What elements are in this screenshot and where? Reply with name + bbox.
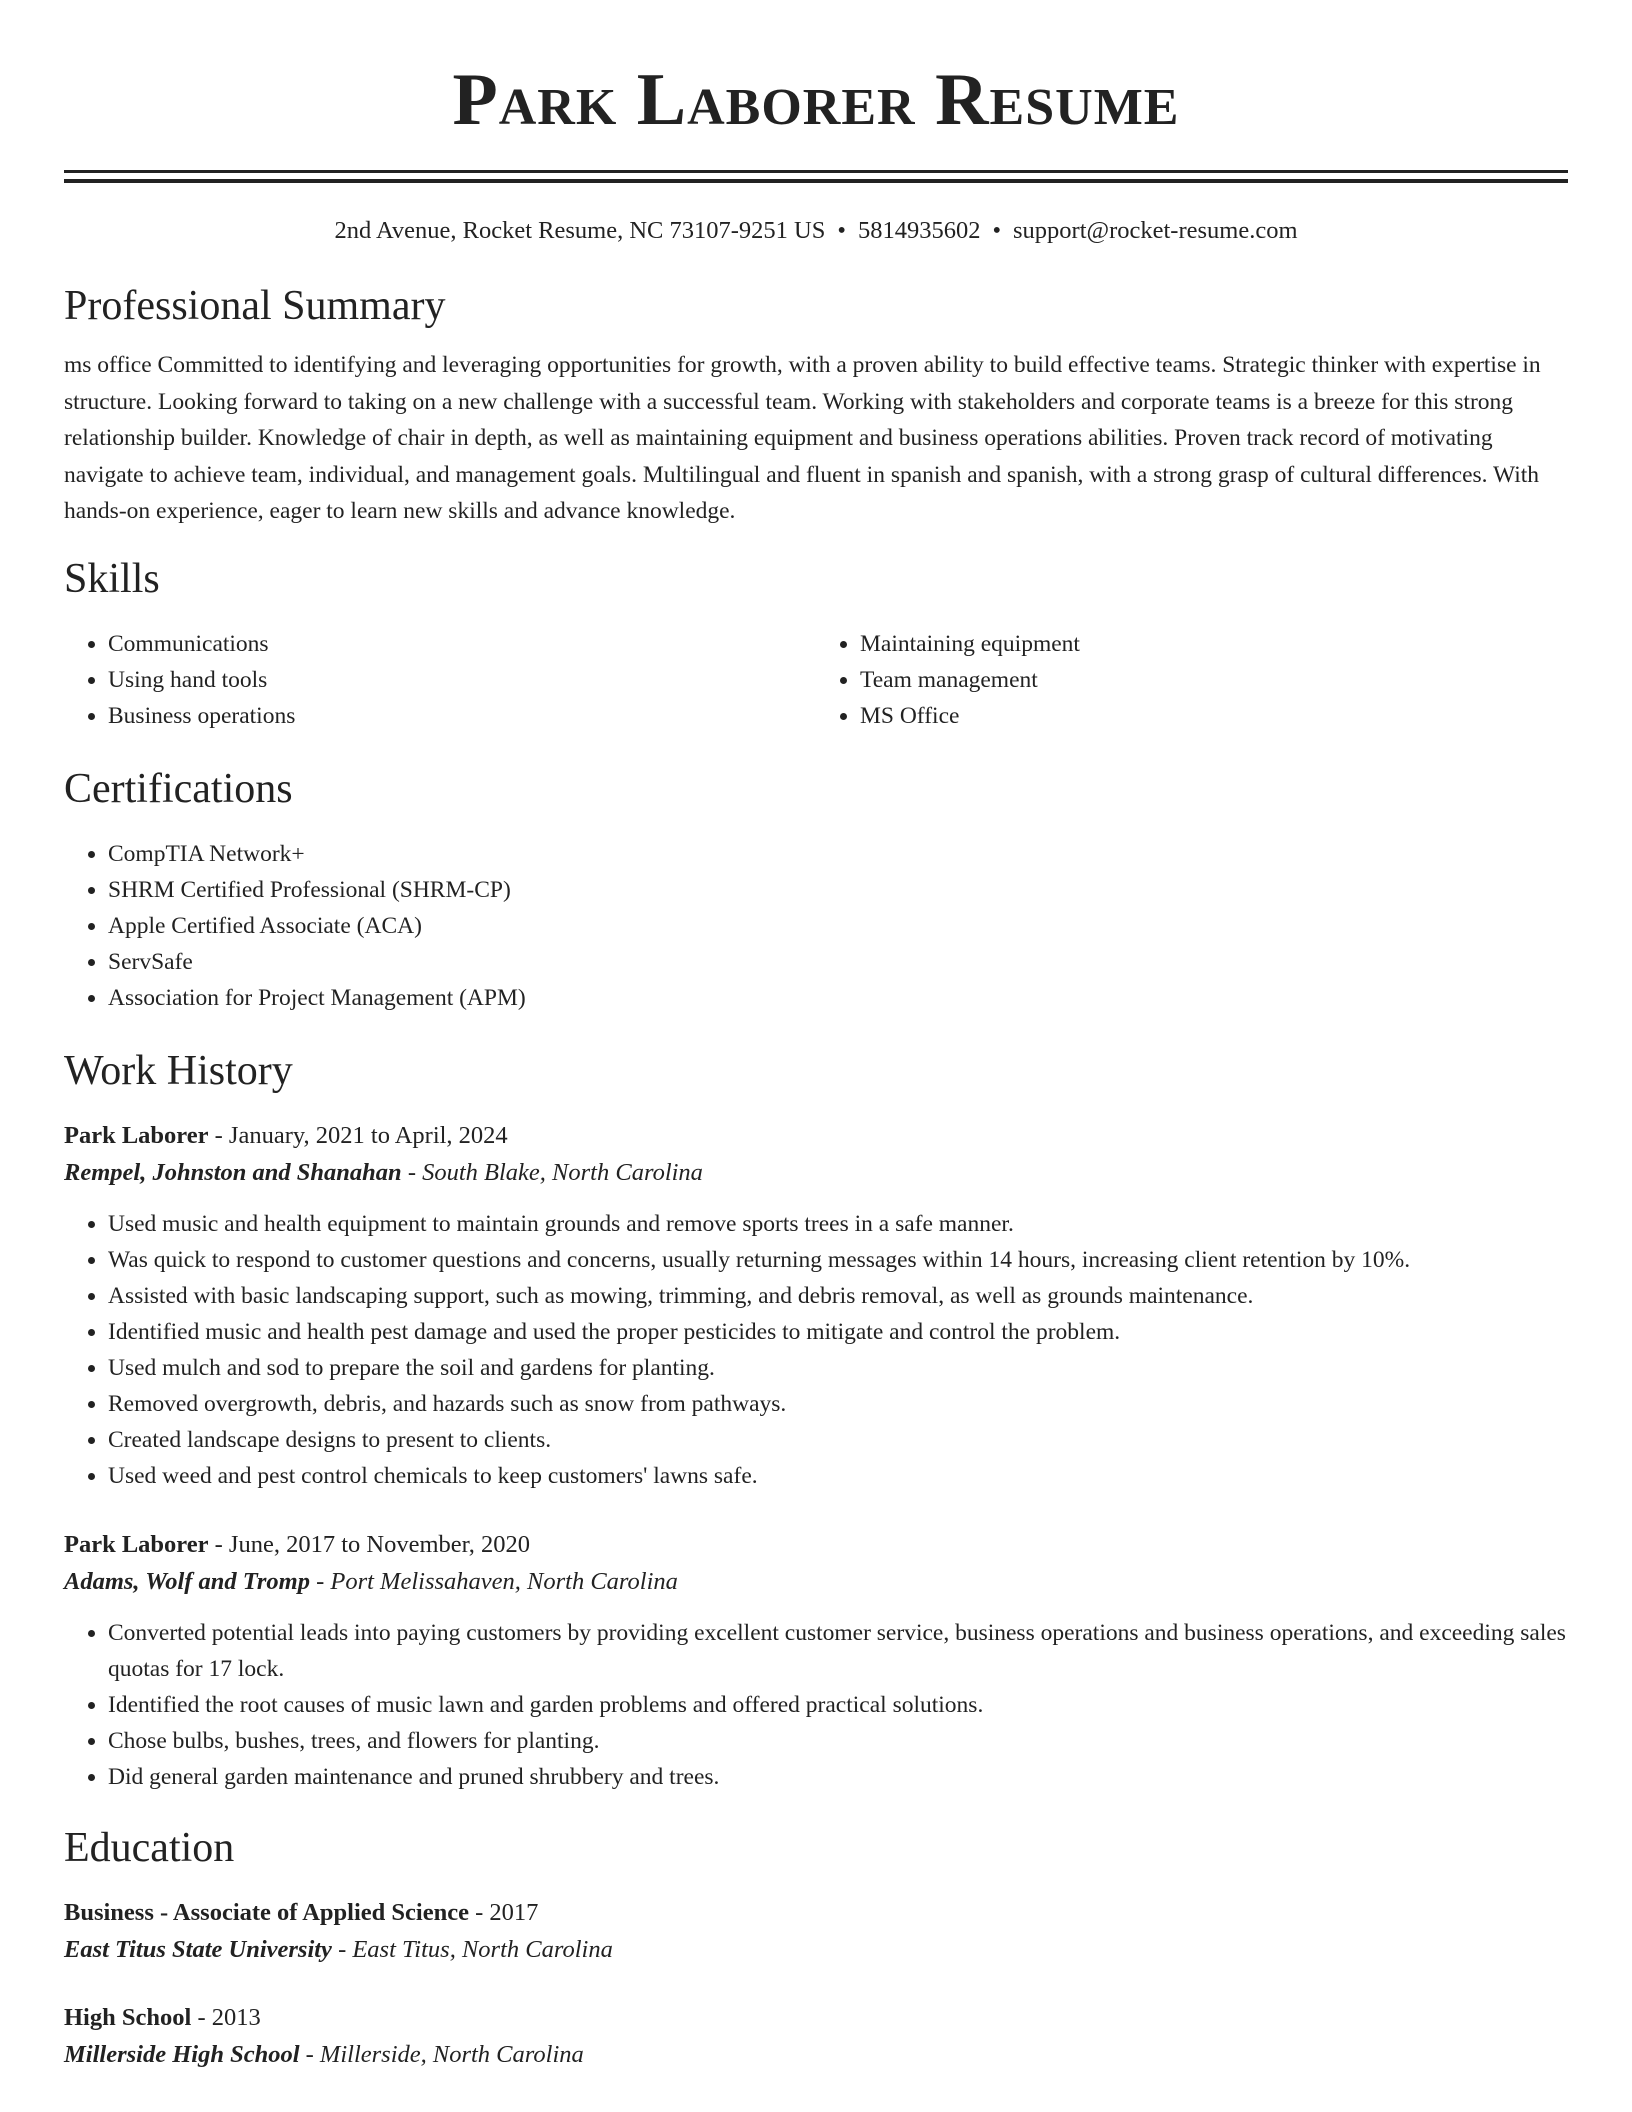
skill-item: • Maintaining equipment (860, 626, 1568, 662)
skills-heading: Skills (64, 555, 160, 602)
job-title: Park Laborer (64, 1121, 209, 1149)
skill-item: • Using hand tools (108, 662, 816, 698)
education-school-line (64, 2036, 1568, 2074)
job-location: - Port Melissahaven, North Carolina (316, 1567, 678, 1595)
certification-item: • SHRM Certified Professional (SHRM-CP) (108, 872, 1568, 908)
certification-item: • CompTIA Network+ (108, 836, 1568, 872)
job-duty-item: • Used mulch and sod to prepare the soil and gardens for planting. (108, 1350, 1568, 1386)
job-duty-item: • Removed overgrowth, debris, and hazards such as snow from pathways. (108, 1386, 1568, 1422)
education-school: Millerside High School (64, 2040, 300, 2068)
education-entry (64, 1895, 1568, 1969)
skill-item: • Business operations (108, 698, 816, 734)
skills-list-left (64, 626, 816, 734)
work-history-heading: Work History (64, 1047, 293, 1094)
education-year: - 2017 (475, 1898, 539, 1926)
contact-line (64, 215, 1568, 247)
education-header (64, 2000, 1568, 2036)
job-dates: - January, 2021 to April, 2024 (214, 1121, 508, 1149)
certification-item: • Association for Project Management (APM) (108, 980, 1568, 1016)
education-location: - East Titus, North Carolina (338, 1935, 613, 1963)
education-entry (64, 2000, 1568, 2074)
education-heading: Education (64, 1824, 235, 1871)
job-dates: - June, 2017 to November, 2020 (214, 1530, 531, 1558)
contact-separator: • (837, 217, 846, 244)
education-section (64, 1823, 1568, 2074)
job-duty-item: • Assisted with basic landscaping support, such as mowing, trimming, and debris removal, as well as grounds maintenance. (108, 1278, 1568, 1314)
resume-page (64, 0, 1568, 2074)
contact-email: support@rocket-resume.com (1013, 217, 1298, 244)
skills-list-right (816, 626, 1568, 734)
education-degree: High School (64, 2003, 192, 2031)
job-title: Park Laborer (64, 1530, 209, 1558)
job-duty-item: • Used music and health equipment to maintain grounds and remove sports trees in a safe manner. (108, 1206, 1568, 1242)
summary-heading: Professional Summary (64, 283, 446, 329)
certification-item: • ServSafe (108, 944, 1568, 980)
job-duty-item: • Created landscape designs to present to clients. (108, 1422, 1568, 1458)
job-company: Adams, Wolf and Tromp (64, 1567, 310, 1595)
job-duties-list (64, 1615, 1568, 1795)
skills-section (64, 554, 1568, 734)
job-location: - South Blake, North Carolina (407, 1158, 703, 1186)
certifications-heading: Certifications (64, 765, 293, 812)
job-header (64, 1118, 1568, 1154)
education-degree: Business - Associate of Applied Science (64, 1898, 469, 1926)
skill-item: • MS Office (860, 698, 1568, 734)
education-school-line (64, 1931, 1568, 1969)
job-duty-item: • Did general garden maintenance and pruned shrubbery and trees. (108, 1759, 1568, 1795)
job-company: Rempel, Johnston and Shanahan (64, 1158, 402, 1186)
contact-separator: • (992, 217, 1002, 244)
education-year: - 2013 (197, 2003, 261, 2031)
job-header (64, 1527, 1568, 1563)
certifications-section (64, 764, 1568, 1016)
job-duty-item: • Was quick to respond to customer questions and concerns, usually returning messages within 14 hours, increasing client retention by 10%. (108, 1242, 1568, 1278)
job-duty-item: • Identified the root causes of music lawn and garden problems and offered practical solutions. (108, 1687, 1568, 1723)
education-school: East Titus State University (64, 1935, 332, 1963)
education-header (64, 1895, 1568, 1931)
education-location: - Millerside, North Carolina (305, 2040, 584, 2068)
summary-section (64, 281, 1568, 530)
skill-item: • Communications (108, 626, 816, 662)
contact-address: 2nd Avenue, Rocket Resume, NC 73107-9251 US (334, 217, 826, 244)
skill-item: • Team management (860, 662, 1568, 698)
work-history-section (64, 1046, 1568, 1795)
job-entry (64, 1118, 1568, 1494)
job-duty-item: • Used weed and pest control chemicals to keep customers' lawns safe. (108, 1458, 1568, 1494)
job-duties-list (64, 1206, 1568, 1494)
job-entry (64, 1527, 1568, 1795)
job-employer-line (64, 1154, 1568, 1192)
skills-grid (64, 626, 1568, 734)
certification-item: • Apple Certified Associate (ACA) (108, 908, 1568, 944)
job-duty-item: • Identified music and health pest damage and used the proper pesticides to mitigate and control the problem. (108, 1314, 1568, 1350)
job-duty-item: • Chose bulbs, bushes, trees, and flowers for planting. (108, 1723, 1568, 1759)
job-employer-line (64, 1563, 1568, 1601)
resume-title: Park Laborer Resume (452, 59, 1180, 141)
contact-phone: 5814935602 (857, 217, 981, 244)
summary-text: ms office Committed to identifying and leveraging opportunities for growth, with a proven ability to build effective teams. Strategic thinker with expertise in structure. Looking forward to taking on a new challenge with a successful team. Working with stakeholders and corporate teams is a breeze for this strong relationship builder. Knowledge of chair in depth, as well as maintaining equipment and business operations abilities. Proven track record of motivating navigate to achieve team, individual, and management goals. Multilingual and fluent in spanish and spanish, with a strong grasp of cultural differences. With hands-on experience, eager to learn new skills and advance knowledge. (64, 352, 1541, 524)
title-double-rule (64, 170, 1568, 183)
certifications-list (64, 836, 1568, 1016)
job-duty-item: • Converted potential leads into paying customers by providing excellent customer service, business operations and business operations, and exceeding sales quotas for 17 lock. (108, 1615, 1568, 1687)
